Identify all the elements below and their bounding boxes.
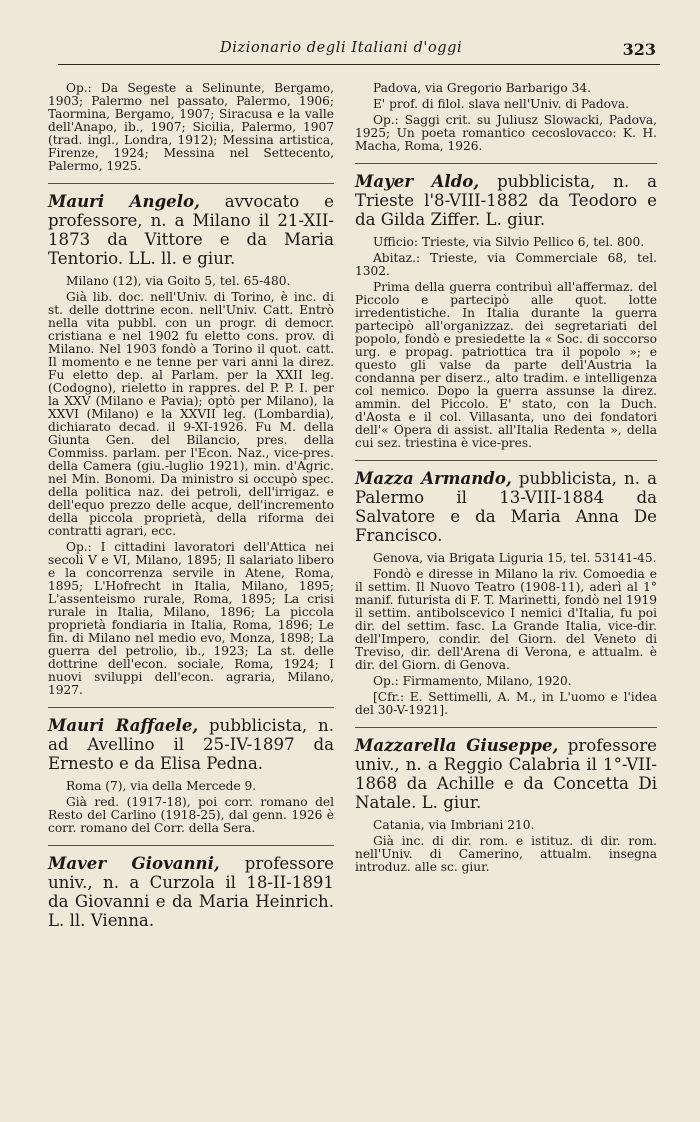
running-title: Dizionario degli Italiani d'oggi bbox=[220, 40, 463, 56]
entry-paragraph: Già lib. doc. nell'Univ. di Torino, è inc. di st. delle dottrine econ. nell'Univ. Catt. Entrò nella vita pubbl. con un progr. di democr. cristiana e nel 1902 fu eletto cons. prov. di Milano. Nel 1903 fondò a Torino il quot. catt. Il momento e ne tenne per vari anni la direz. Fu eletto dep. al Parlam. per la XXII leg. (Codogno), rieletto in rappres. del P. P. I. per la XXV (Milano e Pavia); optò per Milano), la XXVI (Milano) e la XXVII leg. (Lombardia), dichiarato decad. il 9-XI-1926. Fu M. della Giunta Gen. del Bilancio, pres. della Commiss. parlam. per l'Econ. Naz., vice-pres. della Camera (giu.-luglio 1921), min. d'Agric. nel Min. Bonomi. Da ministro si occupò spec. della politica naz. dei petroli, dell'irrigaz. e dell'equo prezzo delle acque, dell'incremento della piccola proprietà, della riforma dei contratti agrari, ecc. bbox=[48, 290, 334, 538]
entry-name: Mazza Armando, bbox=[355, 468, 512, 488]
running-header bbox=[60, 40, 656, 64]
entry-paragraph: Già inc. di dir. rom. e istituz. di dir. rom. nell'Univ. di Camerino, attualm. insegna introduz. alle sc. giur. bbox=[355, 834, 657, 874]
right-column bbox=[355, 82, 657, 884]
entry-heading bbox=[355, 736, 657, 812]
entry-name: Mauri Angelo, bbox=[48, 191, 200, 211]
entry-separator bbox=[355, 460, 657, 461]
entry-paragraph: Op.: I cittadini lavoratori dell'Attica nei secoli V e VI, Milano, 1895; Il salariato libero e la concorrenza servile in Atene, Roma, 1895; L'Hofrecht in Italia, Milano, 1895; L'assenteismo rurale, Roma, 1895; La crisi rurale in Italia, Milano, 1896; La piccola proprietà fondiaria in Italia, Roma, 1896; Le fin. di Milano nel medio evo, Monza, 1898; La guerra del petrolio, ib., 1923; La st. delle dottrine dell'econ. sociale, Roma, 1924; I nuovi sviluppi dell'econ. agraria, Milano, 1927. bbox=[48, 540, 334, 697]
entry-separator bbox=[48, 845, 334, 846]
entry-heading-text: pubblicista, n. a Trieste l'8-VIII-1882 da Teodoro e da Gilda Ziffer. L. giur. bbox=[355, 172, 657, 229]
entry-name: Maver Giovanni, bbox=[48, 853, 220, 873]
entry-heading bbox=[355, 172, 657, 229]
entry-paragraph: E' prof. di filol. slava nell'Univ. di Padova. bbox=[373, 97, 630, 111]
dictionary-entry bbox=[355, 469, 657, 717]
entry-separator bbox=[355, 727, 657, 728]
entry-name: Mazzarella Giuseppe, bbox=[355, 735, 559, 755]
dictionary-entry bbox=[355, 82, 657, 153]
entry-heading-text: pubblicista, n. a Palermo il 13-VIII-1884 da Salvatore e da Maria Anna De Francisco. bbox=[355, 469, 657, 545]
dictionary-entry bbox=[48, 82, 334, 173]
entry-heading-text: avvocato e professore, n. a Milano il 21-XII-1873 da Vittore e da Maria Tentorio. LL. ll. e giur. bbox=[48, 192, 334, 268]
entry-heading bbox=[355, 469, 657, 545]
entry-separator bbox=[48, 707, 334, 708]
entry-paragraph: Ufficio: Trieste, via Silvio Pellico 6, tel. 800. bbox=[373, 235, 645, 249]
dictionary-entry bbox=[355, 172, 657, 450]
entry-name: Mauri Raffaele, bbox=[48, 715, 199, 735]
entry-separator bbox=[48, 183, 334, 184]
entry-separator bbox=[355, 163, 657, 164]
entry-paragraph: Padova, via Gregorio Barbarigo 34. bbox=[373, 81, 591, 95]
entry-paragraph: Fondò e diresse in Milano la riv. Comoedia e il settim. Il Nuovo Teatro (1908-11), aderì al 1° manif. futurista di F. T. Marinetti, fondò nel 1919 il settim. antibolscevico I nemici d'Italia, fu poi dir. del settim. fasc. La Grande Italia, vice-dir. dell'Impero, condir. del Giorn. del Veneto di Treviso, dir. dell'Arena di Verona, e attualm. è dir. del Giorn. di Genova. bbox=[355, 567, 658, 672]
entry-paragraph: Già red. (1917-18), poi corr. romano del Resto del Carlino (1918-25), dal genn. 1926 è corr. romano del Corr. della Sera. bbox=[48, 795, 334, 835]
entry-paragraph: Abitaz.: Trieste, via Commerciale 68, tel. 1302. bbox=[355, 251, 657, 278]
entry-paragraph: Roma (7), via della Mercede 9. bbox=[66, 779, 257, 793]
entry-heading bbox=[48, 192, 334, 268]
entry-paragraph: Genova, via Brigata Liguria 15, tel. 53141-45. bbox=[373, 551, 657, 565]
dictionary-entry bbox=[48, 854, 334, 930]
header-rule bbox=[58, 64, 660, 65]
entry-name: Mayer Aldo, bbox=[355, 171, 480, 191]
entry-paragraph: [Cfr.: E. Settimelli, A. M., in L'uomo e l'idea del 30-V-1921]. bbox=[355, 690, 657, 717]
entry-paragraph: Op.: Saggi crit. su Juliusz Slowacki, Padova, 1925; Un poeta romantico cecoslovacco: K. H. Macha, Roma, 1926. bbox=[355, 113, 657, 153]
entry-heading-text: professore univ., n. a Reggio Calabria il 1°-VII-1868 da Achille e da Concetta Di Natale. L. giur. bbox=[355, 736, 658, 812]
dictionary-entry bbox=[355, 736, 657, 874]
entry-heading bbox=[48, 854, 334, 930]
page-number: 323 bbox=[622, 40, 656, 59]
entry-paragraph: Prima della guerra contribuì all'affermaz. del Piccolo e partecipò alle quot. lotte irredentistiche. In Italia durante la guerra partecipò all'organizzaz. dei segretariati del popolo, fondò e presiedette la « Soc. di soccorso urg. e propag. patriottica tra il popolo »; e questo gli valse da parte dell'Austria la condanna per diserz., alto tradim. e intelligenza col nemico. Dopo la guerra assunse la direz. ammin. del Piccolo. E' stato, con la Duch. d'Aosta e il col. Villasanta, uno dei fondatori dell'« Opera di assist. all'Italia Redenta », della cui sez. triestina è vice-pres. bbox=[355, 280, 657, 450]
entry-heading-text: professore univ., n. a Curzola il 18-II-1891 da Giovanni e da Maria Heinrich. L. ll. Vienna. bbox=[48, 854, 334, 930]
dictionary-entry bbox=[48, 192, 334, 697]
entry-heading bbox=[48, 716, 334, 773]
entry-paragraph: Op.: Da Segeste a Selinunte, Bergamo, 1903; Palermo nel passato, Palermo, 1906; Taormina, Bergamo, 1907; Siracusa e la valle dell'Anapo, ib., 1907; Sicilia, Palermo, 1907 (trad. ingl., Londra, 1912); Messina artistica, Firenze, 1924; Messina nel Settecento, Palermo, 1925. bbox=[48, 81, 334, 173]
entry-heading-text: pubblicista, n. ad Avellino il 25-IV-1897 da Ernesto e da Elisa Pedna. bbox=[48, 716, 334, 773]
entry-paragraph: Catania, via Imbriani 210. bbox=[373, 818, 535, 832]
entry-paragraph: Milano (12), via Goito 5, tel. 65-480. bbox=[66, 274, 291, 288]
dictionary-entry bbox=[48, 716, 334, 835]
entry-paragraph: Op.: Firmamento, Milano, 1920. bbox=[373, 674, 572, 688]
left-column bbox=[48, 82, 334, 940]
